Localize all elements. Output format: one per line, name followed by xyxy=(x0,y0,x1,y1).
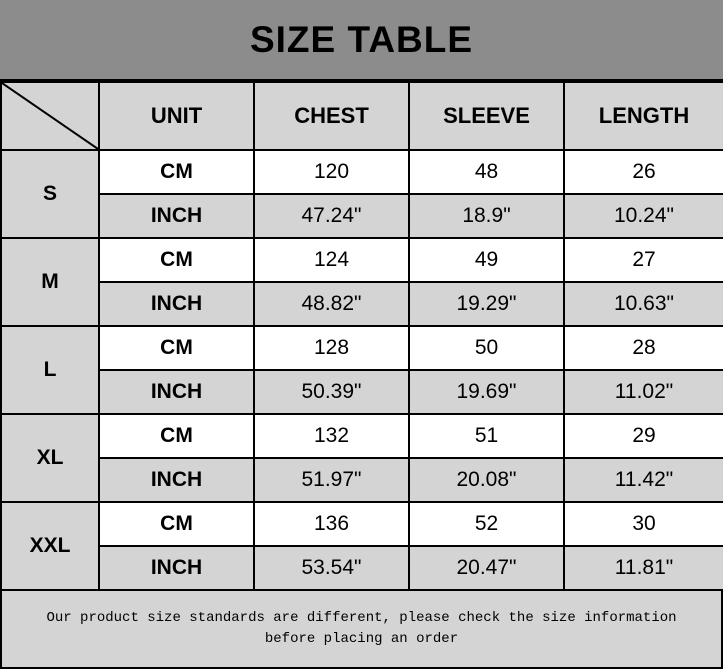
table-row xyxy=(1,282,723,326)
length-cm: 30 xyxy=(564,502,723,546)
sleeve-inch: 20.47" xyxy=(409,546,564,590)
sleeve-inch: 19.29" xyxy=(409,282,564,326)
chest-cm: 136 xyxy=(254,502,409,546)
length-cm: 29 xyxy=(564,414,723,458)
length-inch: 11.42" xyxy=(564,458,723,502)
unit-cm: CM xyxy=(99,414,254,458)
header-sleeve: SLEEVE xyxy=(409,82,564,150)
sleeve-inch: 20.08" xyxy=(409,458,564,502)
header-unit: UNIT xyxy=(99,82,254,150)
sleeve-cm: 48 xyxy=(409,150,564,194)
sleeve-cm: 49 xyxy=(409,238,564,282)
footer-note xyxy=(0,591,723,669)
length-cm: 26 xyxy=(564,150,723,194)
page-title: SIZE TABLE xyxy=(249,18,474,60)
header-length: LENGTH xyxy=(564,82,723,150)
footer-note-line-2: before placing an order xyxy=(264,631,459,647)
title-bar xyxy=(0,0,723,81)
chest-cm: 120 xyxy=(254,150,409,194)
footer-note-line-1: Our product size standards are different, please check the size information xyxy=(46,610,677,626)
unit-cm: CM xyxy=(99,326,254,370)
header-chest: CHEST xyxy=(254,82,409,150)
length-inch: 10.24" xyxy=(564,194,723,238)
table-row xyxy=(1,458,723,502)
size-label-xxl: XXL xyxy=(1,502,99,590)
sleeve-cm: 51 xyxy=(409,414,564,458)
table-row xyxy=(1,326,723,370)
corner-cell xyxy=(1,82,99,150)
chest-inch: 53.54" xyxy=(254,546,409,590)
length-inch: 10.63" xyxy=(564,282,723,326)
unit-inch: INCH xyxy=(99,546,254,590)
chest-inch: 48.82" xyxy=(254,282,409,326)
size-label-l: L xyxy=(1,326,99,414)
sleeve-inch: 18.9" xyxy=(409,194,564,238)
sleeve-cm: 50 xyxy=(409,326,564,370)
diagonal-divider-icon xyxy=(2,83,98,149)
table-row xyxy=(1,546,723,590)
unit-inch: INCH xyxy=(99,282,254,326)
table-row xyxy=(1,502,723,546)
chest-cm: 132 xyxy=(254,414,409,458)
sleeve-inch: 19.69" xyxy=(409,370,564,414)
table-header-row xyxy=(1,82,723,150)
table-row xyxy=(1,238,723,282)
sleeve-cm: 52 xyxy=(409,502,564,546)
unit-cm: CM xyxy=(99,150,254,194)
chest-inch: 47.24" xyxy=(254,194,409,238)
size-label-m: M xyxy=(1,238,99,326)
table-row xyxy=(1,414,723,458)
chest-inch: 51.97" xyxy=(254,458,409,502)
unit-cm: CM xyxy=(99,238,254,282)
table-row xyxy=(1,150,723,194)
chest-cm: 124 xyxy=(254,238,409,282)
length-cm: 27 xyxy=(564,238,723,282)
unit-cm: CM xyxy=(99,502,254,546)
length-cm: 28 xyxy=(564,326,723,370)
table-row xyxy=(1,370,723,414)
length-inch: 11.81" xyxy=(564,546,723,590)
unit-inch: INCH xyxy=(99,370,254,414)
size-chart-table xyxy=(0,81,723,591)
unit-inch: INCH xyxy=(99,458,254,502)
size-label-s: S xyxy=(1,150,99,238)
table-row xyxy=(1,194,723,238)
size-label-xl: XL xyxy=(1,414,99,502)
chest-cm: 128 xyxy=(254,326,409,370)
chest-inch: 50.39" xyxy=(254,370,409,414)
length-inch: 11.02" xyxy=(564,370,723,414)
unit-inch: INCH xyxy=(99,194,254,238)
